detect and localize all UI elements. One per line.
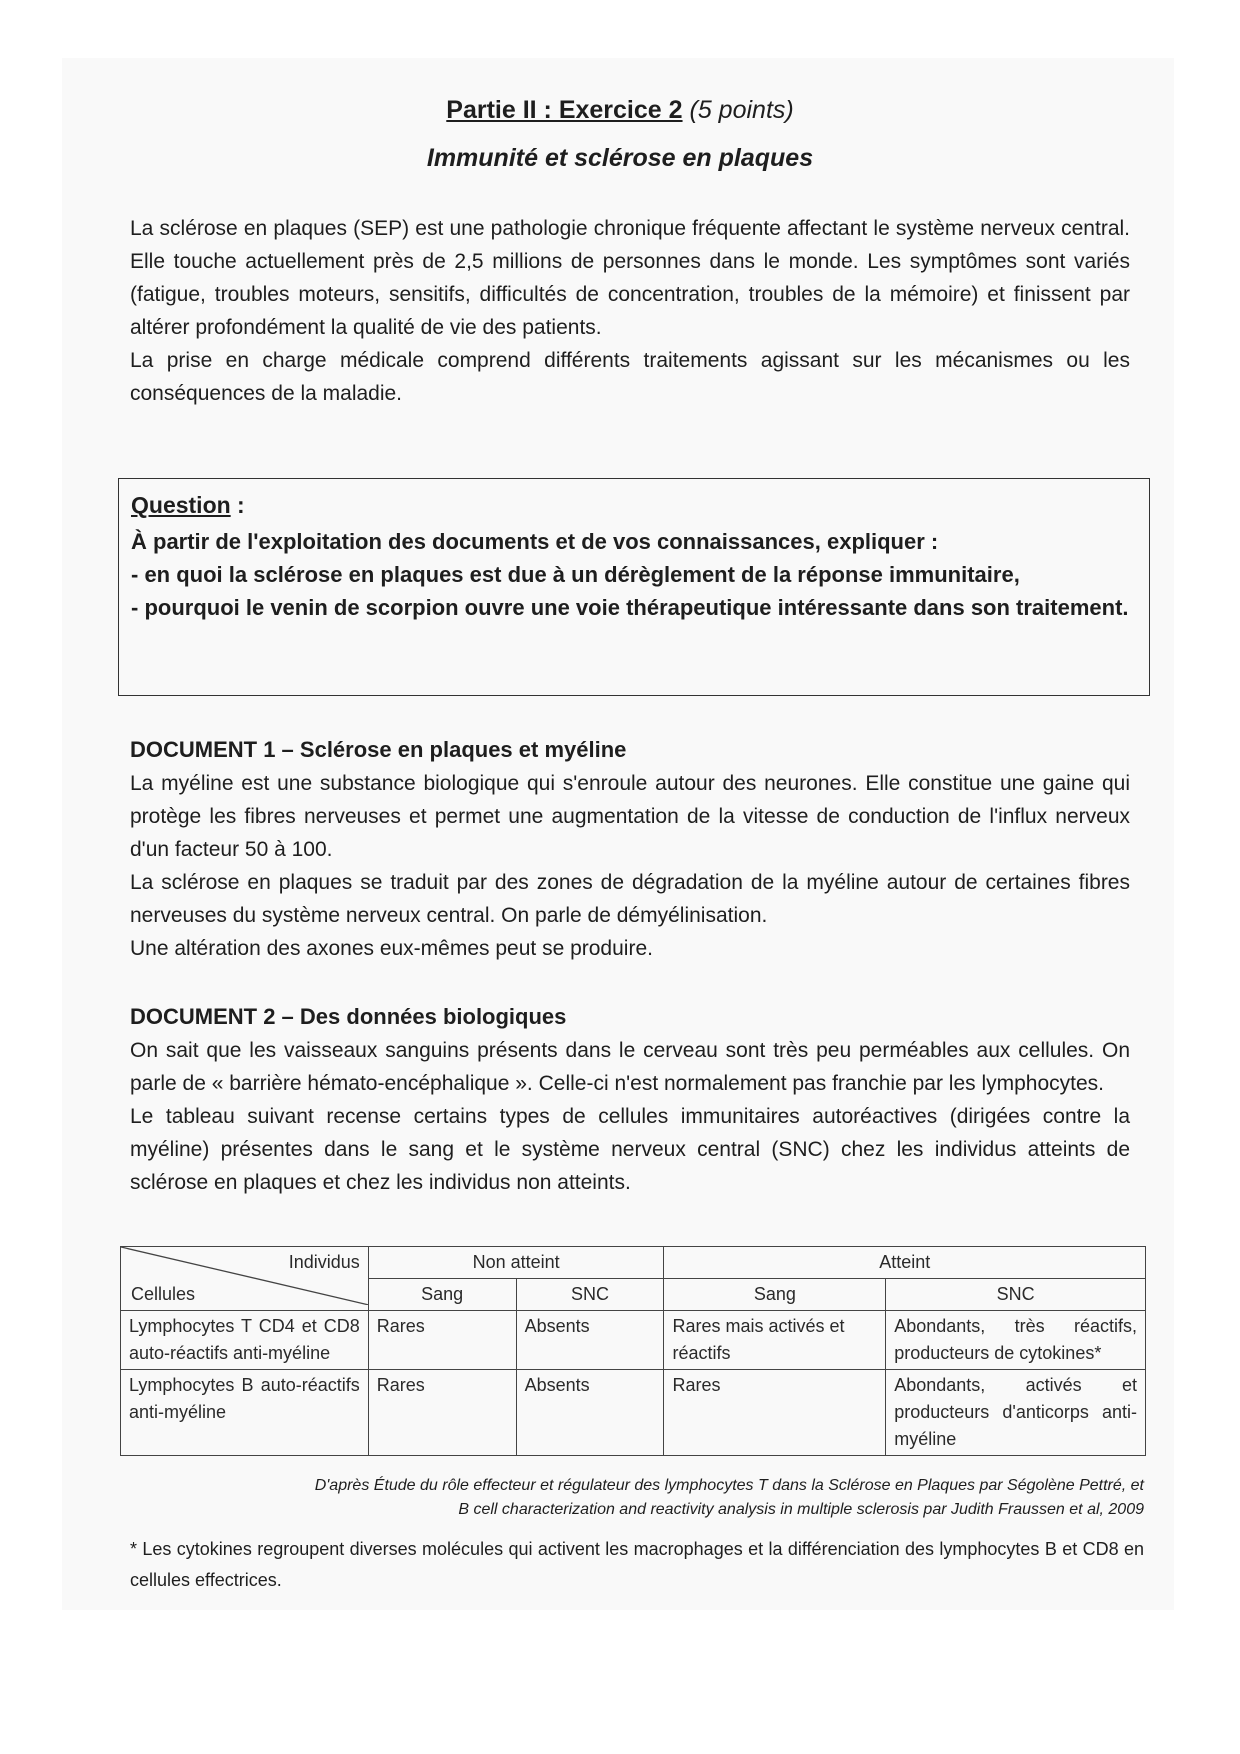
row-att-sang: Rares: [664, 1370, 886, 1456]
corner-label-individus: Individus: [288, 1252, 360, 1272]
page-subtitle: Immunité et sclérose en plaques: [426, 144, 814, 172]
document-2-paragraph-2: Le tableau suivant recense certains types de cellules immunitaires autoréactives (dirigées contre la myéline) présentes dans le sang et le système nerveux central (SNC) chez les individus atteints de sclérose en plaques et chez les individus non atteints.: [130, 1105, 1130, 1194]
document-2-heading: DOCUMENT 2 – Des données biologiques: [130, 1004, 567, 1029]
row-att-snc: Abondants, très réactifs, producteurs de cytokines*: [886, 1311, 1146, 1370]
source-line-1: D'après Étude du rôle effecteur et régulateur des lymphocytes T dans la Sclérose en Plaques par Ségolène Pettré, et: [314, 1477, 1144, 1494]
intro-paragraph-2: La prise en charge médicale comprend différents traitements agissant sur les mécanismes ou les conséquences de la maladie.: [130, 349, 1130, 405]
title-main: Partie II : Exercice 2: [446, 96, 683, 124]
cytokines-footnote: * Les cytokines regroupent diverses molécules qui activent les macrophages et la différenciation des lymphocytes B et CD8 en cellules effectrices.: [130, 1539, 1144, 1590]
document-1-paragraph-1: La myéline est une substance biologique qui s'enroule autour des neurones. Elle constitue une gaine qui protège les fibres nerveuses et permet une augmentation de la vitesse de conduction de l'influx nerveux d'un facteur 50 à 100.: [130, 772, 1130, 861]
subheader-sang: Sang: [664, 1279, 886, 1311]
document-1-heading: DOCUMENT 1 – Sclérose en plaques et myéline: [130, 737, 627, 762]
subheader-snc: SNC: [886, 1279, 1146, 1311]
table-row: [121, 1311, 1146, 1370]
document-1-paragraph-3: Une altération des axones eux-mêmes peut se produire.: [130, 937, 653, 960]
document-2-paragraph-1: On sait que les vaisseaux sanguins présents dans le cerveau sont très peu perméables aux cellules. On parle de « barrière hémato-encéphalique ». Celle-ci n'est normalement pas franchie par les lymphocytes.: [130, 1039, 1130, 1095]
document-1-paragraph-2: La sclérose en plaques se traduit par des zones de dégradation de la myéline autour de certaines fibres nerveuses du système nerveux central. On parle de démyélinisation.: [130, 871, 1130, 927]
subheader-sang: Sang: [368, 1279, 516, 1311]
row-non-sang: Rares: [368, 1311, 516, 1370]
row-cell-type: Lymphocytes T CD4 et CD8 auto-réactifs anti-myéline: [121, 1311, 369, 1370]
row-non-snc: Absents: [516, 1311, 664, 1370]
header-atteint: Atteint: [664, 1247, 1146, 1279]
page-title: [0, 96, 1240, 125]
question-box: [118, 478, 1150, 696]
row-non-snc: Absents: [516, 1370, 664, 1456]
source-line-2: B cell characterization and reactivity analysis in multiple sclerosis par Judith Fraussen et al, 2009: [458, 1501, 1144, 1518]
immune-cells-table: [120, 1246, 1146, 1456]
question-label: Question: [131, 492, 231, 518]
intro-section: [130, 212, 1130, 410]
document-2: [130, 1000, 1130, 1199]
question-item: - pourquoi le venin de scorpion ouvre une voie thérapeutique intéressante dans son traitement.: [131, 595, 1129, 620]
title-points: (5 points): [689, 96, 794, 124]
table-row: [121, 1370, 1146, 1456]
document-1: [130, 733, 1130, 965]
table-header-row: [121, 1247, 1146, 1279]
intro-paragraph-1: La sclérose en plaques (SEP) est une pathologie chronique fréquente affectant le système nerveux central. Elle touche actuellement près de 2,5 millions de personnes dans le monde. Les symptômes sont variés (fatigue, troubles moteurs, sensitifs, difficultés de concentration, troubles de la mémoire) et finissent par altérer profondément la qualité de vie des patients.: [130, 217, 1130, 339]
question-heading: [131, 485, 1139, 525]
table-source-citation: [120, 1474, 1144, 1522]
question-item: - en quoi la sclérose en plaques est due à un dérèglement de la réponse immunitaire,: [131, 562, 1020, 587]
question-colon: :: [230, 492, 245, 518]
header-non-atteint: Non atteint: [368, 1247, 664, 1279]
row-non-sang: Rares: [368, 1370, 516, 1456]
question-lead: À partir de l'exploitation des documents et de vos connaissances, expliquer :: [131, 529, 939, 554]
row-cell-type: Lymphocytes B auto-réactifs anti-myéline: [121, 1370, 369, 1456]
row-att-sang: Rares mais activés et réactifs: [664, 1311, 886, 1370]
corner-label-cellules: Cellules: [131, 1284, 196, 1304]
table-corner-cell: [121, 1247, 369, 1311]
row-att-snc: Abondants, activés et producteurs d'anticorps anti-myéline: [886, 1370, 1146, 1456]
subheader-snc: SNC: [516, 1279, 664, 1311]
